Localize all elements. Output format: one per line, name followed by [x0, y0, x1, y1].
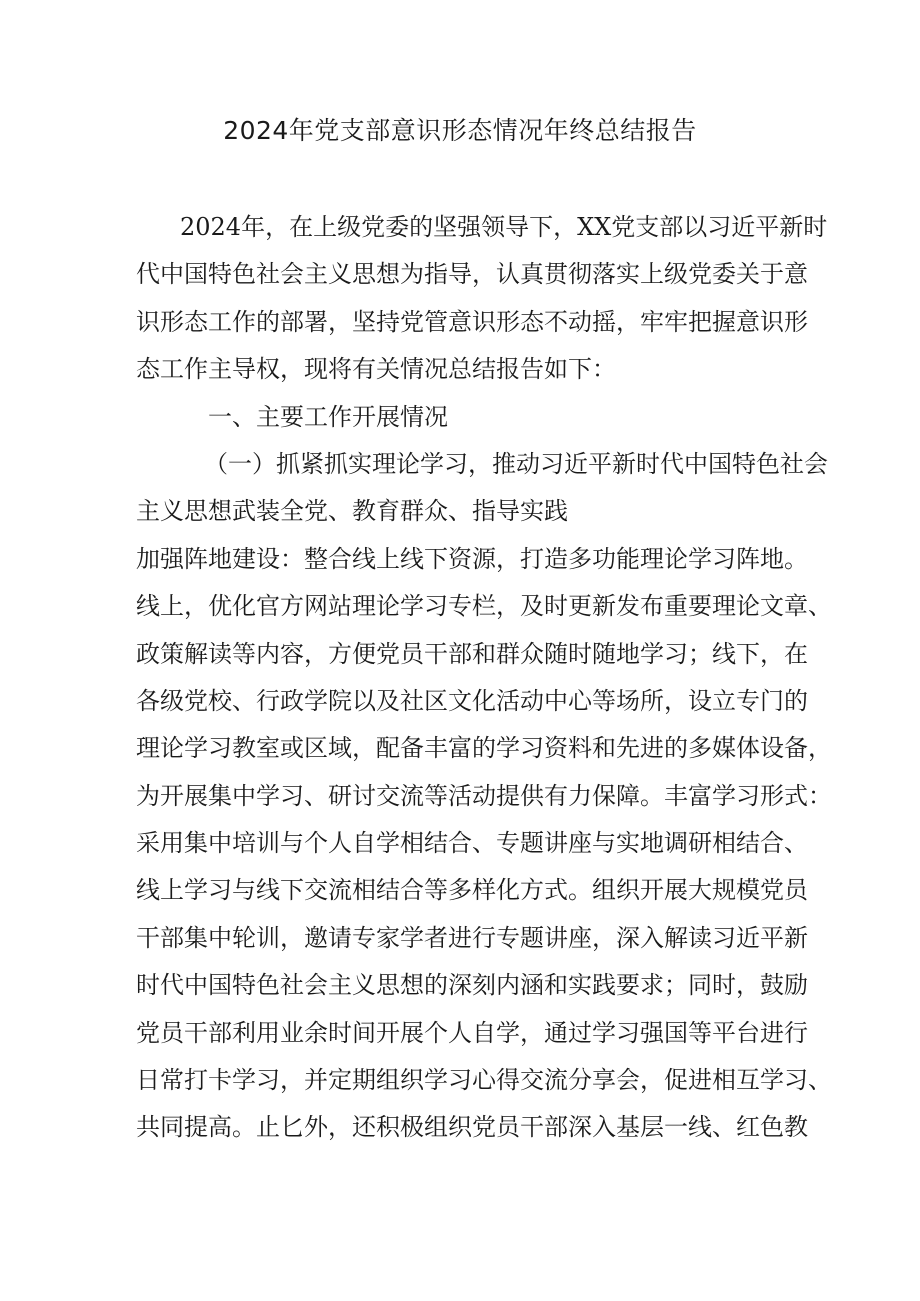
- paragraph-body-line: 时代中国特色社会主义思想的深刻内涵和实践要求；同时，鼓励: [136, 971, 808, 1000]
- paragraph-intro-line: 代中国特色社会主义思想为指导，认真贯彻落实上级党委关于意: [136, 260, 808, 289]
- paragraph-body-line: 理论学习教室或区域，配备丰富的学习资料和先进的多媒体设备，: [136, 734, 832, 763]
- subsection-heading-line: （一）抓紧抓实理论学习，推动习近平新时代中国特色社会: [204, 449, 828, 478]
- subsection-heading-line: 主义思想武装全党、教育群众、指导实践: [136, 497, 568, 526]
- paragraph-body-line: 政策解读等内容，方便党员干部和群众随时随地学习；线下，在: [136, 639, 808, 668]
- paragraph-intro-line: 态工作主导权，现将有关情况总结报告如下：: [136, 355, 616, 384]
- document-body: [136, 204, 832, 1152]
- paragraph-body-line: 干部集中轮训，邀请专家学者进行专题讲座，深入解读习近平新: [136, 923, 808, 952]
- paragraph-intro-line: 识形态工作的部署，坚持党管意识形态不动摇，牢牢把握意识形: [136, 307, 808, 336]
- paragraph-body-line: 线上，优化官方网站理论学习专栏，及时更新发布重要理论文章、: [136, 592, 832, 621]
- document-title: 2024年党支部意识形态情况年终总结报告: [223, 116, 697, 145]
- paragraph-body-line: 加强阵地建设：整合线上线下资源，打造多功能理论学习阵地。: [136, 544, 808, 573]
- paragraph-intro-line: 2024年，在上级党委的坚强领导下，XX党支部以习近平新时: [180, 213, 828, 241]
- section-heading: 一、主要工作开展情况: [208, 402, 448, 431]
- paragraph-body-line: 党员干部利用业余时间开展个人自学，通过学习强国等平台进行: [136, 1018, 808, 1047]
- paragraph-body-line: 线上学习与线下交流相结合等多样化方式。组织开展大规模党员: [136, 876, 808, 905]
- paragraph-body-line: 日常打卡学习，并定期组织学习心得交流分享会，促进相互学习、: [136, 1066, 832, 1095]
- paragraph-body-line: 为开展集中学习、研讨交流等活动提供有力保障。丰富学习形式：: [136, 781, 832, 810]
- paragraph-body-line: 各级党校、行政学院以及社区文化活动中心等场所，设立专门的: [136, 686, 808, 715]
- paragraph-body-line: 采用集中培训与个人自学相结合、专题讲座与实地调研相结合、: [136, 829, 808, 858]
- paragraph-body-line: 共同提高。止匕外，还积极组织党员干部深入基层一线、红色教: [136, 1113, 808, 1142]
